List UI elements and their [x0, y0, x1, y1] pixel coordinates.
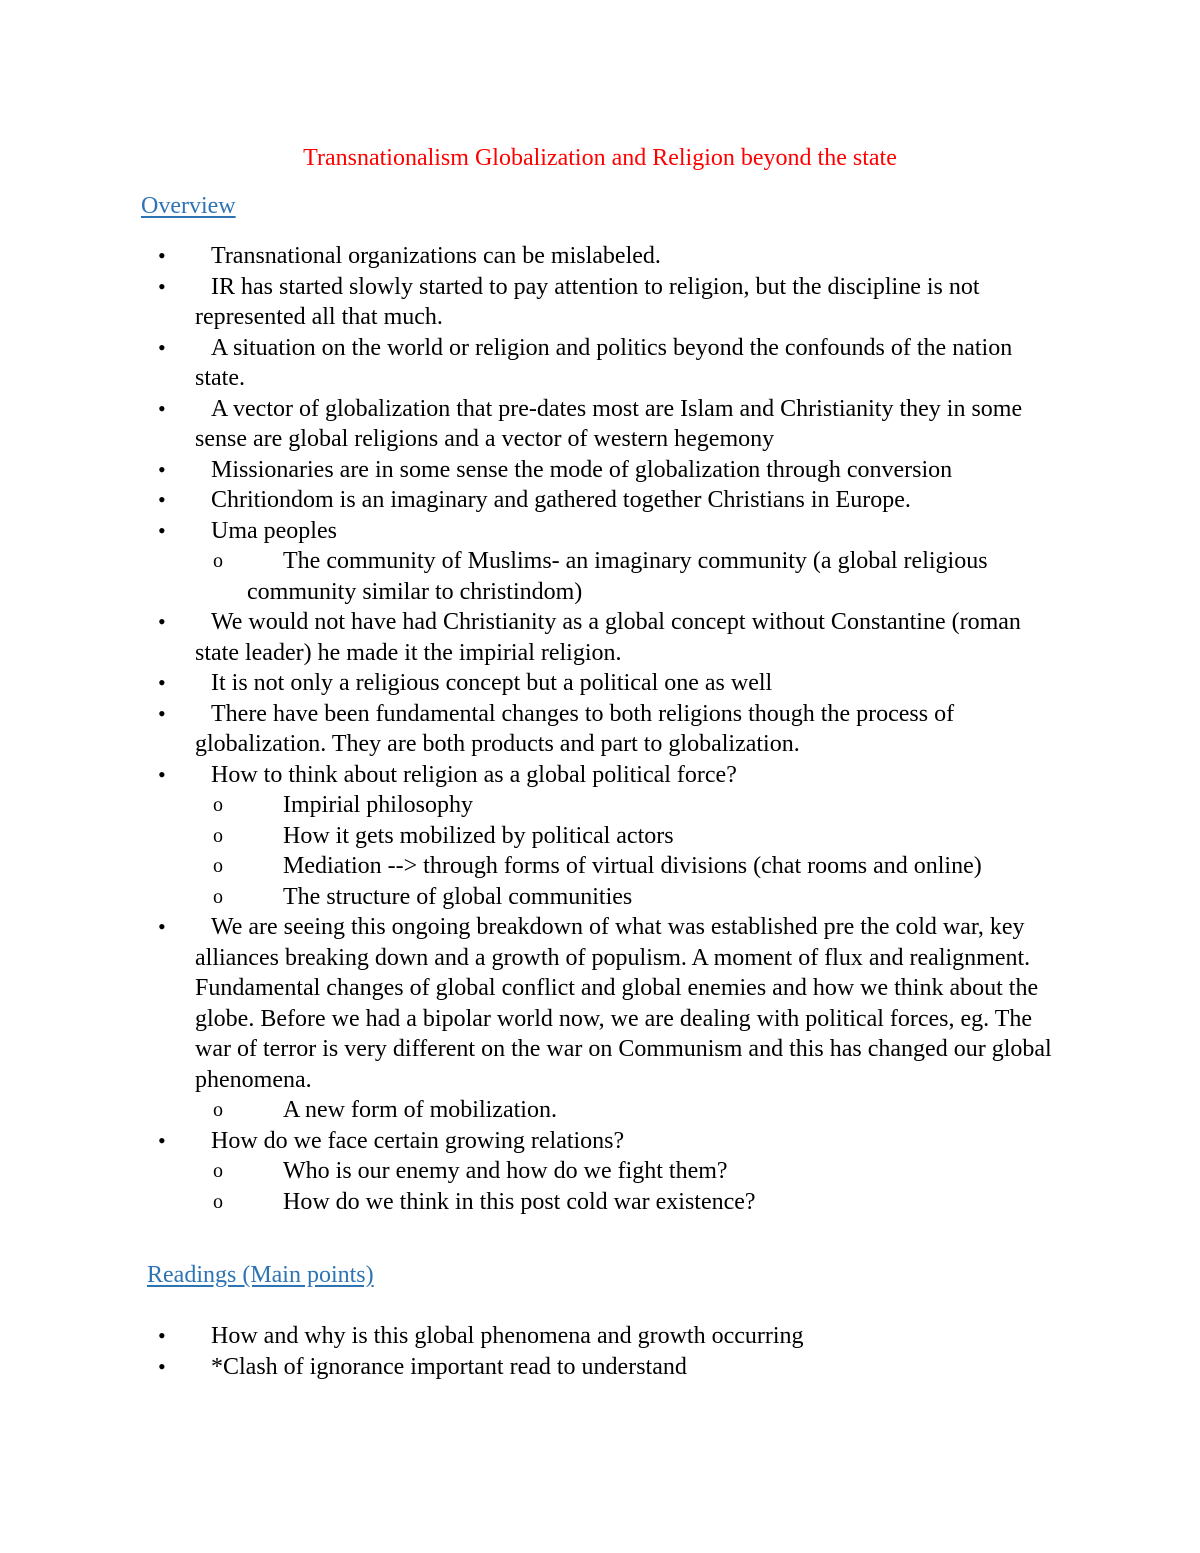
list-item-text: Uma peoples [211, 517, 337, 544]
circle-bullet-icon: o [213, 550, 223, 572]
list-item [0, 485, 1200, 516]
list-item [0, 760, 1200, 791]
list-item [0, 668, 1200, 699]
sub-list-item-text: A new form of mobilization. [283, 1097, 557, 1123]
list-item-text: How do we face certain growing relations? [211, 1127, 625, 1154]
list-item [0, 241, 1200, 272]
overview-heading: Overview [141, 193, 236, 219]
bullet-icon: • [158, 914, 166, 939]
bullet-icon: • [158, 395, 166, 421]
list-item-text: There have been fundamental changes to both religions though the process of globalization. They are both products and part to globalization. [195, 700, 955, 757]
sub-list-item-text: Impirial philosophy [283, 792, 473, 818]
bullet-icon: • [158, 517, 166, 543]
circle-bullet-icon: o [213, 1160, 223, 1182]
list-item-text: A situation on the world or religion and politics beyond the confounds of the nation state. [195, 334, 1013, 391]
sub-list-item-text: The structure of global communities [283, 883, 633, 910]
bullet-icon: • [158, 1353, 166, 1379]
list-item-text: Missionaries are in some sense the mode of globalization through conversion [211, 456, 953, 483]
list-item-text: We are seeing this ongoing breakdown of what was established pre the cold war, key alliances breaking down and a growth of populism. A moment of flux and realignment. Fundamental changes of global conflict and global enemies and how we think about the globe. Before we had a bipolar world now, we are dealing with political forces, eg. The war of terror is very different on the war on Communism and this has changed our global phenomena. [195, 914, 1052, 1093]
list-item-text: Transnational organizations can be mislabeled. [211, 243, 661, 269]
sub-list-item [0, 1095, 1200, 1126]
list-item [0, 1126, 1200, 1157]
readings-heading: Readings (Main points) [147, 1262, 374, 1288]
list-item [0, 272, 1200, 333]
readings-list [0, 1321, 1200, 1382]
list-item-text: A vector of globalization that pre-dates most are Islam and Christianity they in some sense are global religions and a vector of western hegemony [195, 395, 1023, 452]
circle-bullet-icon: o [213, 1099, 223, 1121]
circle-bullet-icon: o [213, 855, 223, 877]
bullet-icon: • [158, 487, 166, 512]
bullet-icon: • [158, 761, 166, 787]
circle-bullet-icon: o [213, 885, 223, 908]
bullet-icon: • [158, 243, 166, 268]
sub-list-item-text: How it gets mobilized by political actors [283, 822, 674, 849]
list-item-text: We would not have had Christianity as a global concept without Constantine (roman state leader) he made it the impirial religion. [195, 609, 1021, 666]
sub-list-item [0, 546, 1200, 607]
list-item-text: How and why is this global phenomena and growth occurring [211, 1323, 804, 1349]
bullet-icon: • [158, 334, 166, 360]
circle-bullet-icon: o [213, 824, 223, 847]
sub-list-item-text: Who is our enemy and how do we fight them? [283, 1158, 728, 1184]
circle-bullet-icon: o [213, 1190, 223, 1213]
sub-list-item [0, 821, 1200, 852]
list-item [0, 607, 1200, 668]
list-item-text: IR has started slowly started to pay attention to religion, but the discipline is not represented all that much. [195, 273, 980, 330]
sub-list-item-text: How do we think in this post cold war existence? [283, 1188, 756, 1215]
list-item-text: It is not only a religious concept but a political one as well [211, 670, 773, 696]
sub-list-item [0, 851, 1200, 882]
sub-list-item [0, 790, 1200, 821]
list-item-text: *Clash of ignorance important read to understand [211, 1353, 687, 1380]
sub-list-item [0, 1187, 1200, 1218]
bullet-icon: • [158, 273, 166, 299]
list-item [0, 699, 1200, 760]
sub-list-item [0, 1156, 1200, 1187]
bullet-icon: • [158, 1127, 166, 1153]
bullet-icon: • [158, 609, 166, 634]
list-item [0, 912, 1200, 1095]
list-item [0, 455, 1200, 486]
page-title: Transnationalism Globalization and Religion beyond the state [303, 145, 897, 171]
circle-bullet-icon: o [213, 794, 223, 816]
bullet-icon: • [158, 1323, 166, 1348]
sub-list-item-text: The community of Muslims- an imaginary community (a global religious community similar to christindom) [247, 548, 988, 605]
sub-list-item-text: Mediation --> through forms of virtual divisions (chat rooms and online) [283, 853, 982, 879]
list-item [0, 1321, 1200, 1352]
list-item-text: How to think about religion as a global political force? [211, 761, 737, 788]
bullet-icon: • [158, 456, 166, 482]
list-item [0, 333, 1200, 394]
list-item-text: Chritiondom is an imaginary and gathered together Christians in Europe. [211, 487, 911, 513]
sub-list-item [0, 882, 1200, 913]
overview-list [0, 241, 1200, 1217]
bullet-icon: • [158, 700, 166, 726]
list-item [0, 394, 1200, 455]
list-item [0, 1352, 1200, 1383]
bullet-icon: • [158, 670, 166, 695]
list-item [0, 516, 1200, 547]
